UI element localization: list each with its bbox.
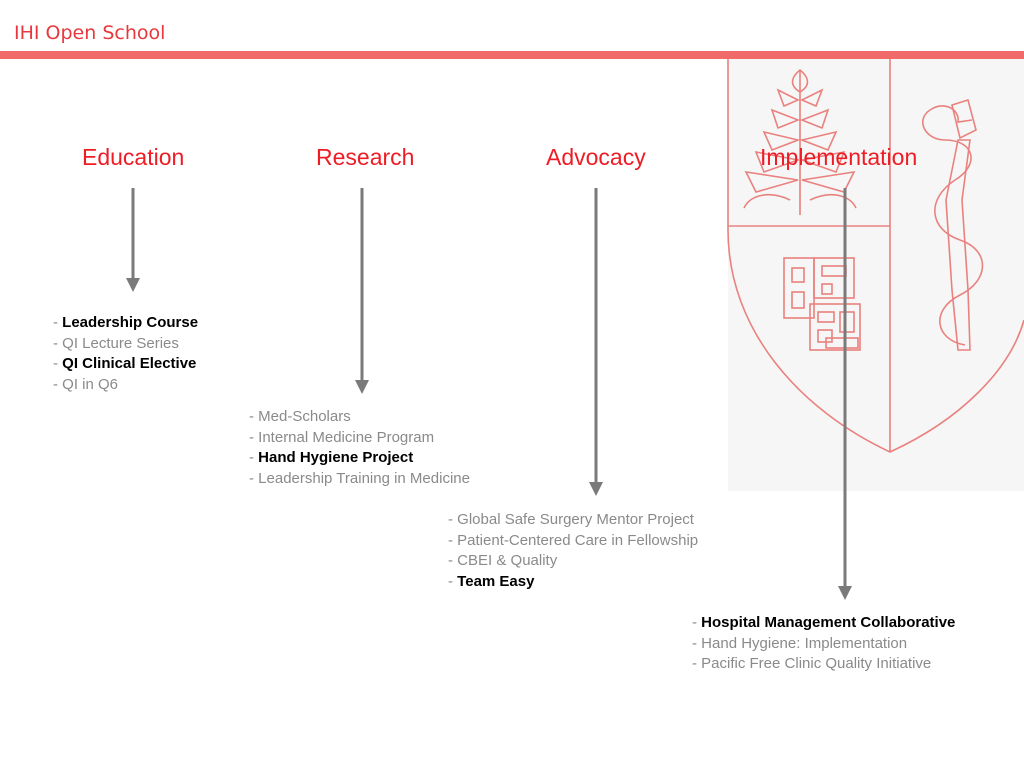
list-item: - Hand Hygiene Project (249, 449, 414, 466)
list-item: - CBEI & Quality (448, 552, 558, 569)
list-item: - QI Clinical Elective (53, 355, 197, 372)
app-title: IHI Open School (14, 22, 166, 44)
list-item: - Internal Medicine Program (249, 428, 435, 446)
list-item: - Patient-Centered Care in Fellowship (448, 531, 699, 549)
arrow-implementation-icon (838, 188, 852, 600)
heading-education: Education (82, 144, 185, 170)
list-item: - QI in Q6 (53, 375, 119, 393)
arrow-advocacy-icon (589, 188, 603, 496)
advocacy-list (448, 510, 698, 592)
list-item: - QI Lecture Series (53, 334, 179, 352)
research-list (249, 407, 470, 489)
arrow-education-icon (126, 188, 140, 292)
education-list (53, 313, 198, 395)
list-item: - Team Easy (448, 572, 535, 590)
list-item: - Leadership Course (53, 314, 199, 331)
arrow-research-icon (355, 188, 369, 394)
list-item: - Hand Hygiene: Implementation (692, 634, 908, 652)
heading-research: Research (316, 144, 415, 170)
list-item: - Leadership Training in Medicine (249, 469, 470, 487)
heading-advocacy: Advocacy (546, 144, 646, 170)
heading-implementation: Implementation (760, 144, 918, 170)
list-item: - Pacific Free Clinic Quality Initiative (692, 655, 932, 672)
list-item: - Hospital Management Collaborative (692, 614, 956, 631)
list-item: - Global Safe Surgery Mentor Project (448, 511, 694, 528)
list-item: - Med-Scholars (249, 408, 351, 425)
implementation-list (692, 613, 955, 675)
